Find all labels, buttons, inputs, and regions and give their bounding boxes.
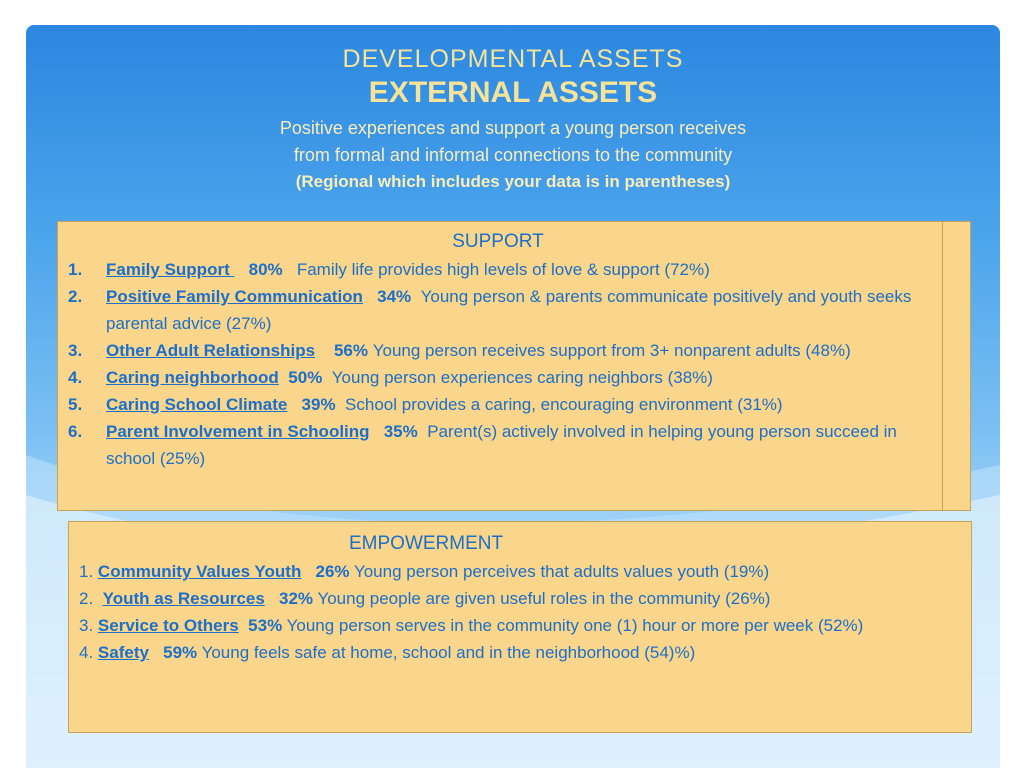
- list-item: [68, 337, 938, 364]
- asset-description: Young person receives support from 3+ nonparent adults (48%): [372, 341, 851, 360]
- asset-description: Young feels safe at home, school and in the neighborhood (54)%): [201, 643, 696, 662]
- support-box: [57, 221, 971, 511]
- item-number: 1.: [79, 562, 94, 581]
- slide-subtitle: [26, 115, 1000, 169]
- asset-description: Young people are given useful roles in the community (26%): [317, 589, 771, 608]
- item-text: [106, 391, 938, 418]
- asset-description: Young person perceives that adults values youth (19%): [353, 562, 770, 581]
- slide-header: [26, 43, 1000, 195]
- asset-description: Young person serves in the community one (1) hour or more per week (52%): [286, 616, 864, 635]
- asset-name: Caring neighborhood: [106, 368, 279, 387]
- item-text: [106, 364, 938, 391]
- asset-percent: 34%: [377, 287, 412, 306]
- item-text: [106, 256, 938, 283]
- slide-title-top: DEVELOPMENTAL ASSETS: [342, 45, 684, 73]
- asset-name: Safety: [97, 643, 149, 662]
- list-item: [79, 639, 961, 666]
- asset-name: Other Adult Relationships: [106, 341, 316, 360]
- item-number: 5.: [68, 395, 83, 414]
- regional-note: (Regional which includes your data is in parentheses): [295, 172, 731, 191]
- item-text: [106, 418, 938, 472]
- asset-name: Service to Others: [97, 616, 239, 635]
- list-item: [79, 558, 961, 585]
- subtitle-line-1: Positive experiences and support a young person receives: [279, 118, 747, 138]
- item-number: 2.: [68, 287, 83, 306]
- support-title: SUPPORT: [452, 231, 544, 252]
- asset-percent: 26%: [315, 562, 350, 581]
- asset-percent: 56%: [333, 341, 368, 360]
- item-text: [106, 283, 938, 337]
- asset-percent: 53%: [248, 616, 283, 635]
- asset-name: Parent Involvement in Schooling: [106, 422, 370, 441]
- asset-percent: 39%: [301, 395, 336, 414]
- support-list: [58, 256, 970, 472]
- asset-name: Community Values Youth: [97, 562, 302, 581]
- subtitle-line-2: from formal and informal connections to the community: [293, 145, 733, 165]
- item-number: 4.: [68, 368, 83, 387]
- asset-name: Caring School Climate: [106, 395, 288, 414]
- item-number: 2.: [79, 589, 94, 608]
- asset-description: Family life provides high levels of love & support (72%): [296, 260, 710, 279]
- asset-description: Young person & parents communicate positively and youth seeks parental advice (27%): [106, 287, 912, 333]
- list-item: [68, 391, 938, 418]
- list-item: [68, 364, 938, 391]
- asset-percent: 50%: [288, 368, 323, 387]
- item-number: 3.: [68, 341, 83, 360]
- item-number: 4.: [79, 643, 94, 662]
- item-text: [106, 337, 938, 364]
- list-item: [79, 612, 961, 639]
- list-item: [68, 418, 938, 472]
- asset-percent: 35%: [383, 422, 418, 441]
- asset-percent: 59%: [163, 643, 198, 662]
- asset-percent: 32%: [279, 589, 314, 608]
- asset-description: Young person experiences caring neighbors (38%): [331, 368, 713, 387]
- asset-name: Positive Family Communication: [106, 287, 363, 306]
- list-item: [68, 256, 938, 283]
- empowerment-title: EMPOWERMENT: [349, 533, 504, 554]
- item-number: 1.: [68, 260, 83, 279]
- empowerment-box: [68, 521, 972, 733]
- item-number: 6.: [68, 422, 83, 441]
- slide-title-main: EXTERNAL ASSETS: [368, 76, 658, 109]
- asset-description: School provides a caring, encouraging environment (31%): [345, 395, 783, 414]
- list-item: [68, 283, 938, 337]
- list-item: [79, 585, 961, 612]
- empowerment-list: [69, 558, 971, 666]
- asset-name: Youth as Resources: [102, 589, 265, 608]
- asset-percent: 80%: [248, 260, 283, 279]
- asset-description: Parent(s) actively involved in helping young person succeed in school (25%): [106, 422, 897, 468]
- asset-name: Family Support: [106, 260, 235, 279]
- item-number: 3.: [79, 616, 94, 635]
- support-side-column: [942, 222, 970, 510]
